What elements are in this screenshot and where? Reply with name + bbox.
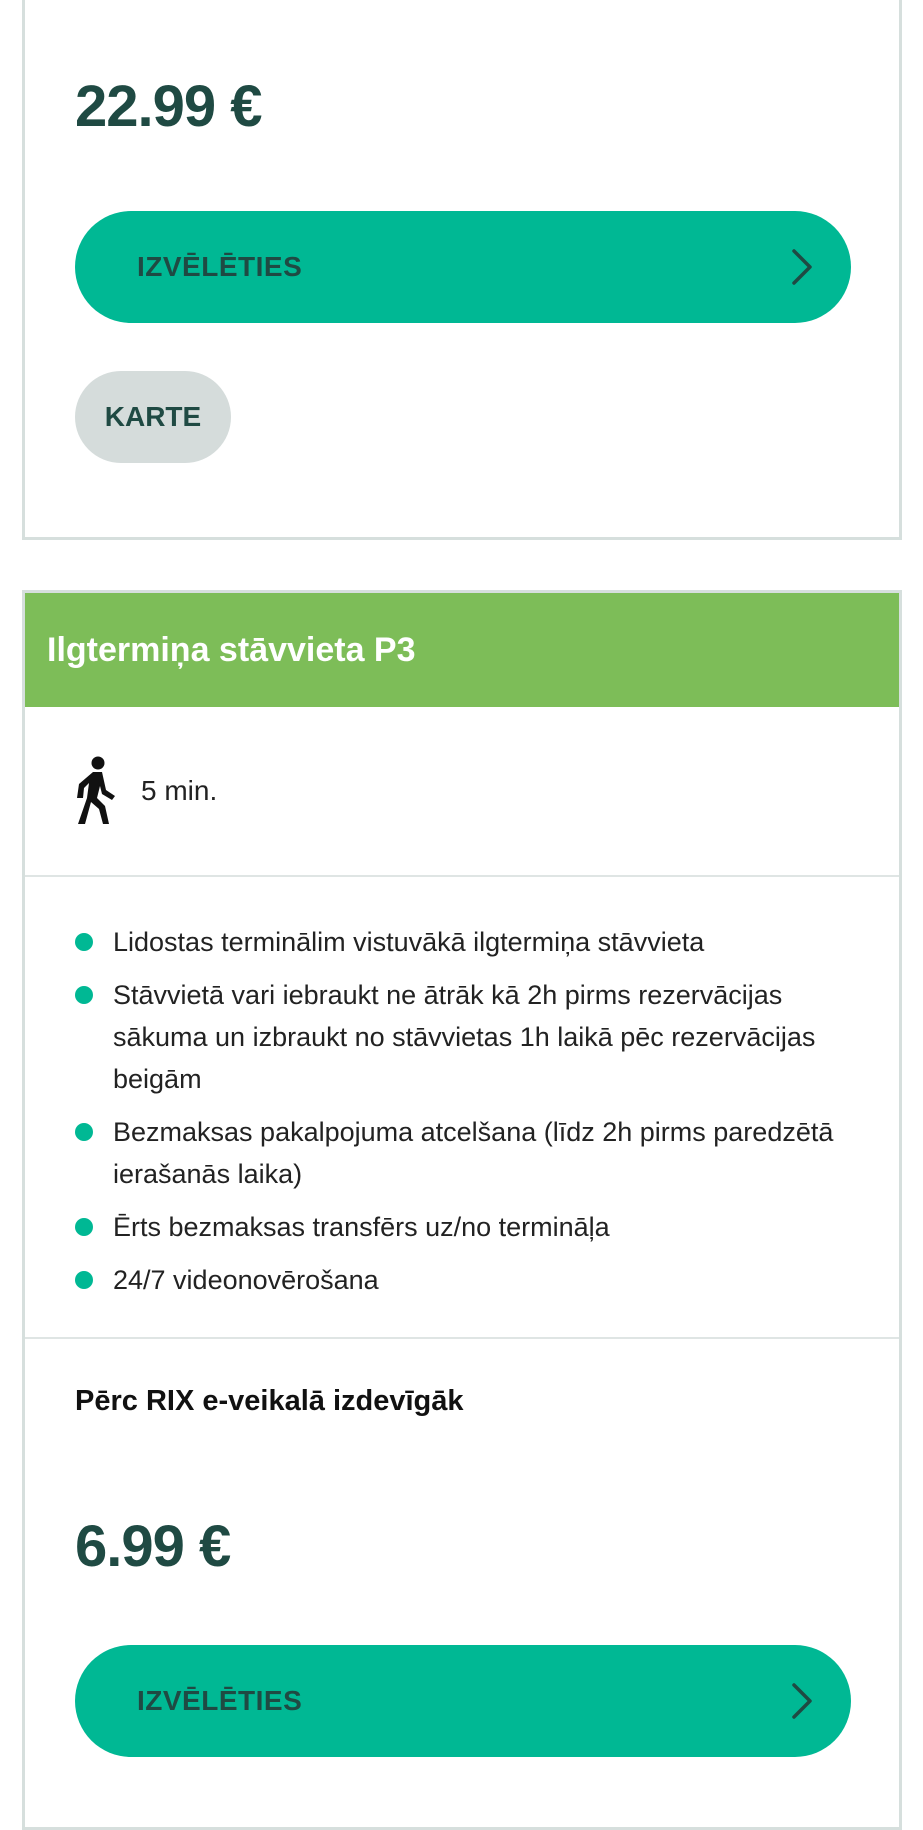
parking-card-p3: [22, 590, 902, 1830]
bullet-dot-icon: [75, 933, 93, 951]
promo-text: Pērc RIX e-veikalā izdevīgāk: [75, 1385, 464, 1417]
chevron-right-icon: [781, 1681, 821, 1721]
map-button-label: KARTE: [104, 401, 202, 432]
list-item: Lidostas terminālim vistuvākā ilgtermiņa stāvvieta: [75, 921, 859, 963]
list-item: 24/7 videonovērošana: [75, 1259, 859, 1301]
bullet-dot-icon: [75, 1271, 93, 1289]
bullet-dot-icon: [75, 986, 93, 1004]
list-item: Stāvvietā vari iebraukt ne ātrāk kā 2h pirms rezervācijas sākuma un izbraukt no stāvvietas 1h laikā pēc rezervācijas beigām: [75, 974, 859, 1100]
bullet-dot-icon: [75, 1218, 93, 1236]
card-header: [25, 593, 899, 707]
bullet-dot-icon: [75, 1123, 93, 1141]
feature-list: [25, 877, 899, 1339]
walking-person-icon: [71, 756, 119, 826]
map-button[interactable]: [75, 371, 231, 463]
select-button-label: IZVĒLĒTIES: [137, 1685, 303, 1716]
list-item: Ērts bezmaksas transfērs uz/no termināļa: [75, 1206, 859, 1248]
price: 6.99 €: [75, 1514, 231, 1579]
price: 22.99 €: [75, 74, 262, 139]
walk-time-row: [25, 707, 899, 877]
select-button[interactable]: [75, 1645, 851, 1757]
list-item: Bezmaksas pakalpojuma atcelšana (līdz 2h pirms paredzētā ierašanās laika): [75, 1111, 859, 1195]
select-button-label: IZVĒLĒTIES: [137, 251, 303, 282]
chevron-right-icon: [781, 247, 821, 287]
parking-card-previous: [22, 0, 902, 540]
select-button[interactable]: [75, 211, 851, 323]
walk-time-text: 5 min.: [141, 775, 218, 806]
card-title: Ilgtermiņa stāvvieta P3: [47, 630, 416, 669]
